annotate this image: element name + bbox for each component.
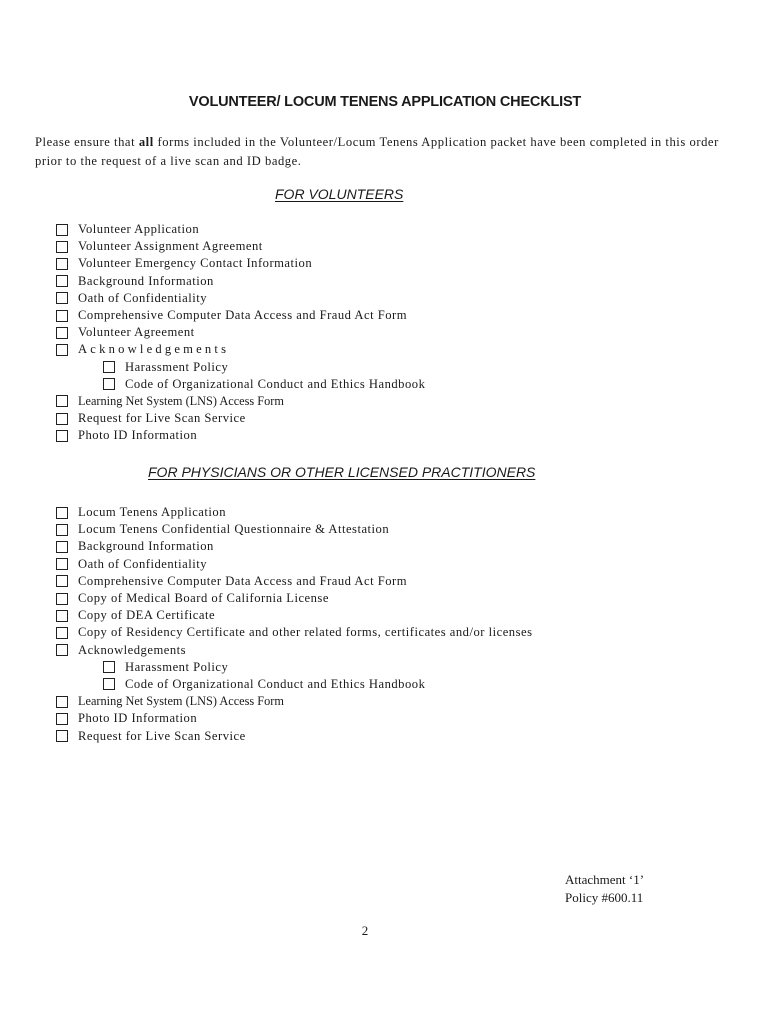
item-label: Comprehensive Computer Data Access and Fraud Act Form bbox=[78, 308, 408, 323]
checkbox[interactable] bbox=[56, 241, 68, 253]
checkbox[interactable] bbox=[56, 524, 68, 536]
checklist-item bbox=[56, 341, 425, 358]
checkbox[interactable] bbox=[56, 507, 68, 519]
item-label: Volunteer Assignment Agreement bbox=[78, 239, 263, 254]
checkbox[interactable] bbox=[56, 730, 68, 742]
item-label: Copy of DEA Certificate bbox=[78, 608, 216, 623]
checklist-item bbox=[56, 590, 533, 607]
checkbox[interactable] bbox=[56, 258, 68, 270]
item-label: Learning Net System (LNS) Access Form bbox=[78, 393, 284, 408]
item-label: Copy of Residency Certificate and other related forms, certificates and/or licenses bbox=[78, 625, 533, 640]
item-label: Locum Tenens Confidential Questionnaire & Attestation bbox=[78, 522, 390, 537]
checklist-item bbox=[56, 693, 533, 710]
item-label: Acknowledgements bbox=[78, 642, 187, 657]
item-label: Code of Organizational Conduct and Ethics Handbook bbox=[125, 376, 426, 391]
checklist-item bbox=[56, 504, 533, 521]
checkbox[interactable] bbox=[103, 678, 115, 690]
checklist-subitem bbox=[103, 359, 425, 376]
attachment-footer bbox=[565, 871, 644, 907]
item-label: Photo ID Information bbox=[78, 428, 198, 443]
checklist-item bbox=[56, 393, 425, 410]
checklist-item bbox=[56, 221, 425, 238]
checklist-item bbox=[56, 573, 533, 590]
checkbox[interactable] bbox=[56, 327, 68, 339]
checklist-item bbox=[56, 273, 425, 290]
checklist-item bbox=[56, 427, 425, 444]
checkbox[interactable] bbox=[56, 395, 68, 407]
checkbox[interactable] bbox=[56, 696, 68, 708]
checklist-item bbox=[56, 290, 425, 307]
item-label: Background Information bbox=[78, 539, 214, 554]
checklist-item bbox=[56, 727, 533, 744]
checkbox[interactable] bbox=[56, 413, 68, 425]
checkbox[interactable] bbox=[56, 575, 68, 587]
checklist-item bbox=[56, 238, 425, 255]
item-label: Harassment Policy bbox=[125, 359, 229, 374]
item-label: Request for Live Scan Service bbox=[78, 728, 246, 743]
item-label: Harassment Policy bbox=[125, 659, 229, 674]
item-label: Request for Live Scan Service bbox=[78, 411, 246, 426]
checklist-item bbox=[56, 307, 425, 324]
checkbox[interactable] bbox=[56, 430, 68, 442]
item-label: Volunteer Emergency Contact Information bbox=[78, 256, 313, 271]
checkbox[interactable] bbox=[56, 344, 68, 356]
item-label: Volunteer Agreement bbox=[78, 325, 195, 340]
volunteers-heading: FOR VOLUNTEERS bbox=[275, 186, 404, 202]
checkbox[interactable] bbox=[56, 627, 68, 639]
item-label: Learning Net System (LNS) Access Form bbox=[78, 694, 284, 709]
checkbox[interactable] bbox=[56, 224, 68, 236]
checklist-subitem bbox=[103, 659, 533, 676]
document-title: VOLUNTEER/ LOCUM TENENS APPLICATION CHECKLIST bbox=[188, 94, 582, 110]
item-label: Oath of Confidentiality bbox=[78, 290, 208, 305]
checkbox[interactable] bbox=[103, 661, 115, 673]
item-label: Oath of Confidentiality bbox=[78, 556, 208, 571]
checklist-item bbox=[56, 624, 533, 641]
checkbox[interactable] bbox=[56, 610, 68, 622]
intro-text-after: forms included in the Volunteer/Locum Tenens Application packet have been completed in this order prior to the request of a live scan and ID badge. bbox=[35, 135, 719, 168]
intro-paragraph bbox=[35, 133, 735, 171]
checklist-subitem bbox=[103, 676, 533, 693]
checklist-item bbox=[56, 410, 425, 427]
item-label: Copy of Medical Board of California License bbox=[78, 591, 329, 606]
checklist-item bbox=[56, 710, 533, 727]
checkbox[interactable] bbox=[56, 541, 68, 553]
checkbox[interactable] bbox=[56, 713, 68, 725]
item-label: Background Information bbox=[78, 273, 214, 288]
checklist-item bbox=[56, 255, 425, 272]
checklist-subitem bbox=[103, 376, 425, 393]
page-number: 2 bbox=[361, 923, 369, 938]
checkbox[interactable] bbox=[56, 644, 68, 656]
practitioners-checklist bbox=[56, 504, 533, 745]
intro-text-before: Please ensure that bbox=[35, 135, 139, 149]
intro-text-bold: all bbox=[138, 135, 154, 149]
checklist-item bbox=[56, 556, 533, 573]
checkbox[interactable] bbox=[56, 593, 68, 605]
checklist-item bbox=[56, 324, 425, 341]
checklist-item bbox=[56, 642, 533, 659]
practitioners-heading: FOR PHYSICIANS OR OTHER LICENSED PRACTITIONERS bbox=[148, 464, 536, 480]
checkbox[interactable] bbox=[56, 558, 68, 570]
checkbox[interactable] bbox=[56, 310, 68, 322]
item-label: Locum Tenens Application bbox=[78, 505, 226, 520]
checkbox[interactable] bbox=[56, 275, 68, 287]
checkbox[interactable] bbox=[103, 378, 115, 390]
item-label: Comprehensive Computer Data Access and Fraud Act Form bbox=[78, 573, 408, 588]
checklist-item bbox=[56, 607, 533, 624]
item-label: Code of Organizational Conduct and Ethics Handbook bbox=[125, 676, 426, 691]
attachment-label: Attachment ‘1’ bbox=[565, 872, 645, 887]
checkbox[interactable] bbox=[56, 292, 68, 304]
checkbox[interactable] bbox=[103, 361, 115, 373]
item-label: Volunteer Application bbox=[78, 222, 200, 237]
policy-label: Policy #600.11 bbox=[565, 890, 644, 905]
volunteers-checklist bbox=[56, 221, 425, 444]
item-label: Photo ID Information bbox=[78, 711, 198, 726]
checklist-item bbox=[56, 538, 533, 555]
item-label: Acknowledgements bbox=[78, 342, 230, 357]
checklist-item bbox=[56, 521, 533, 538]
